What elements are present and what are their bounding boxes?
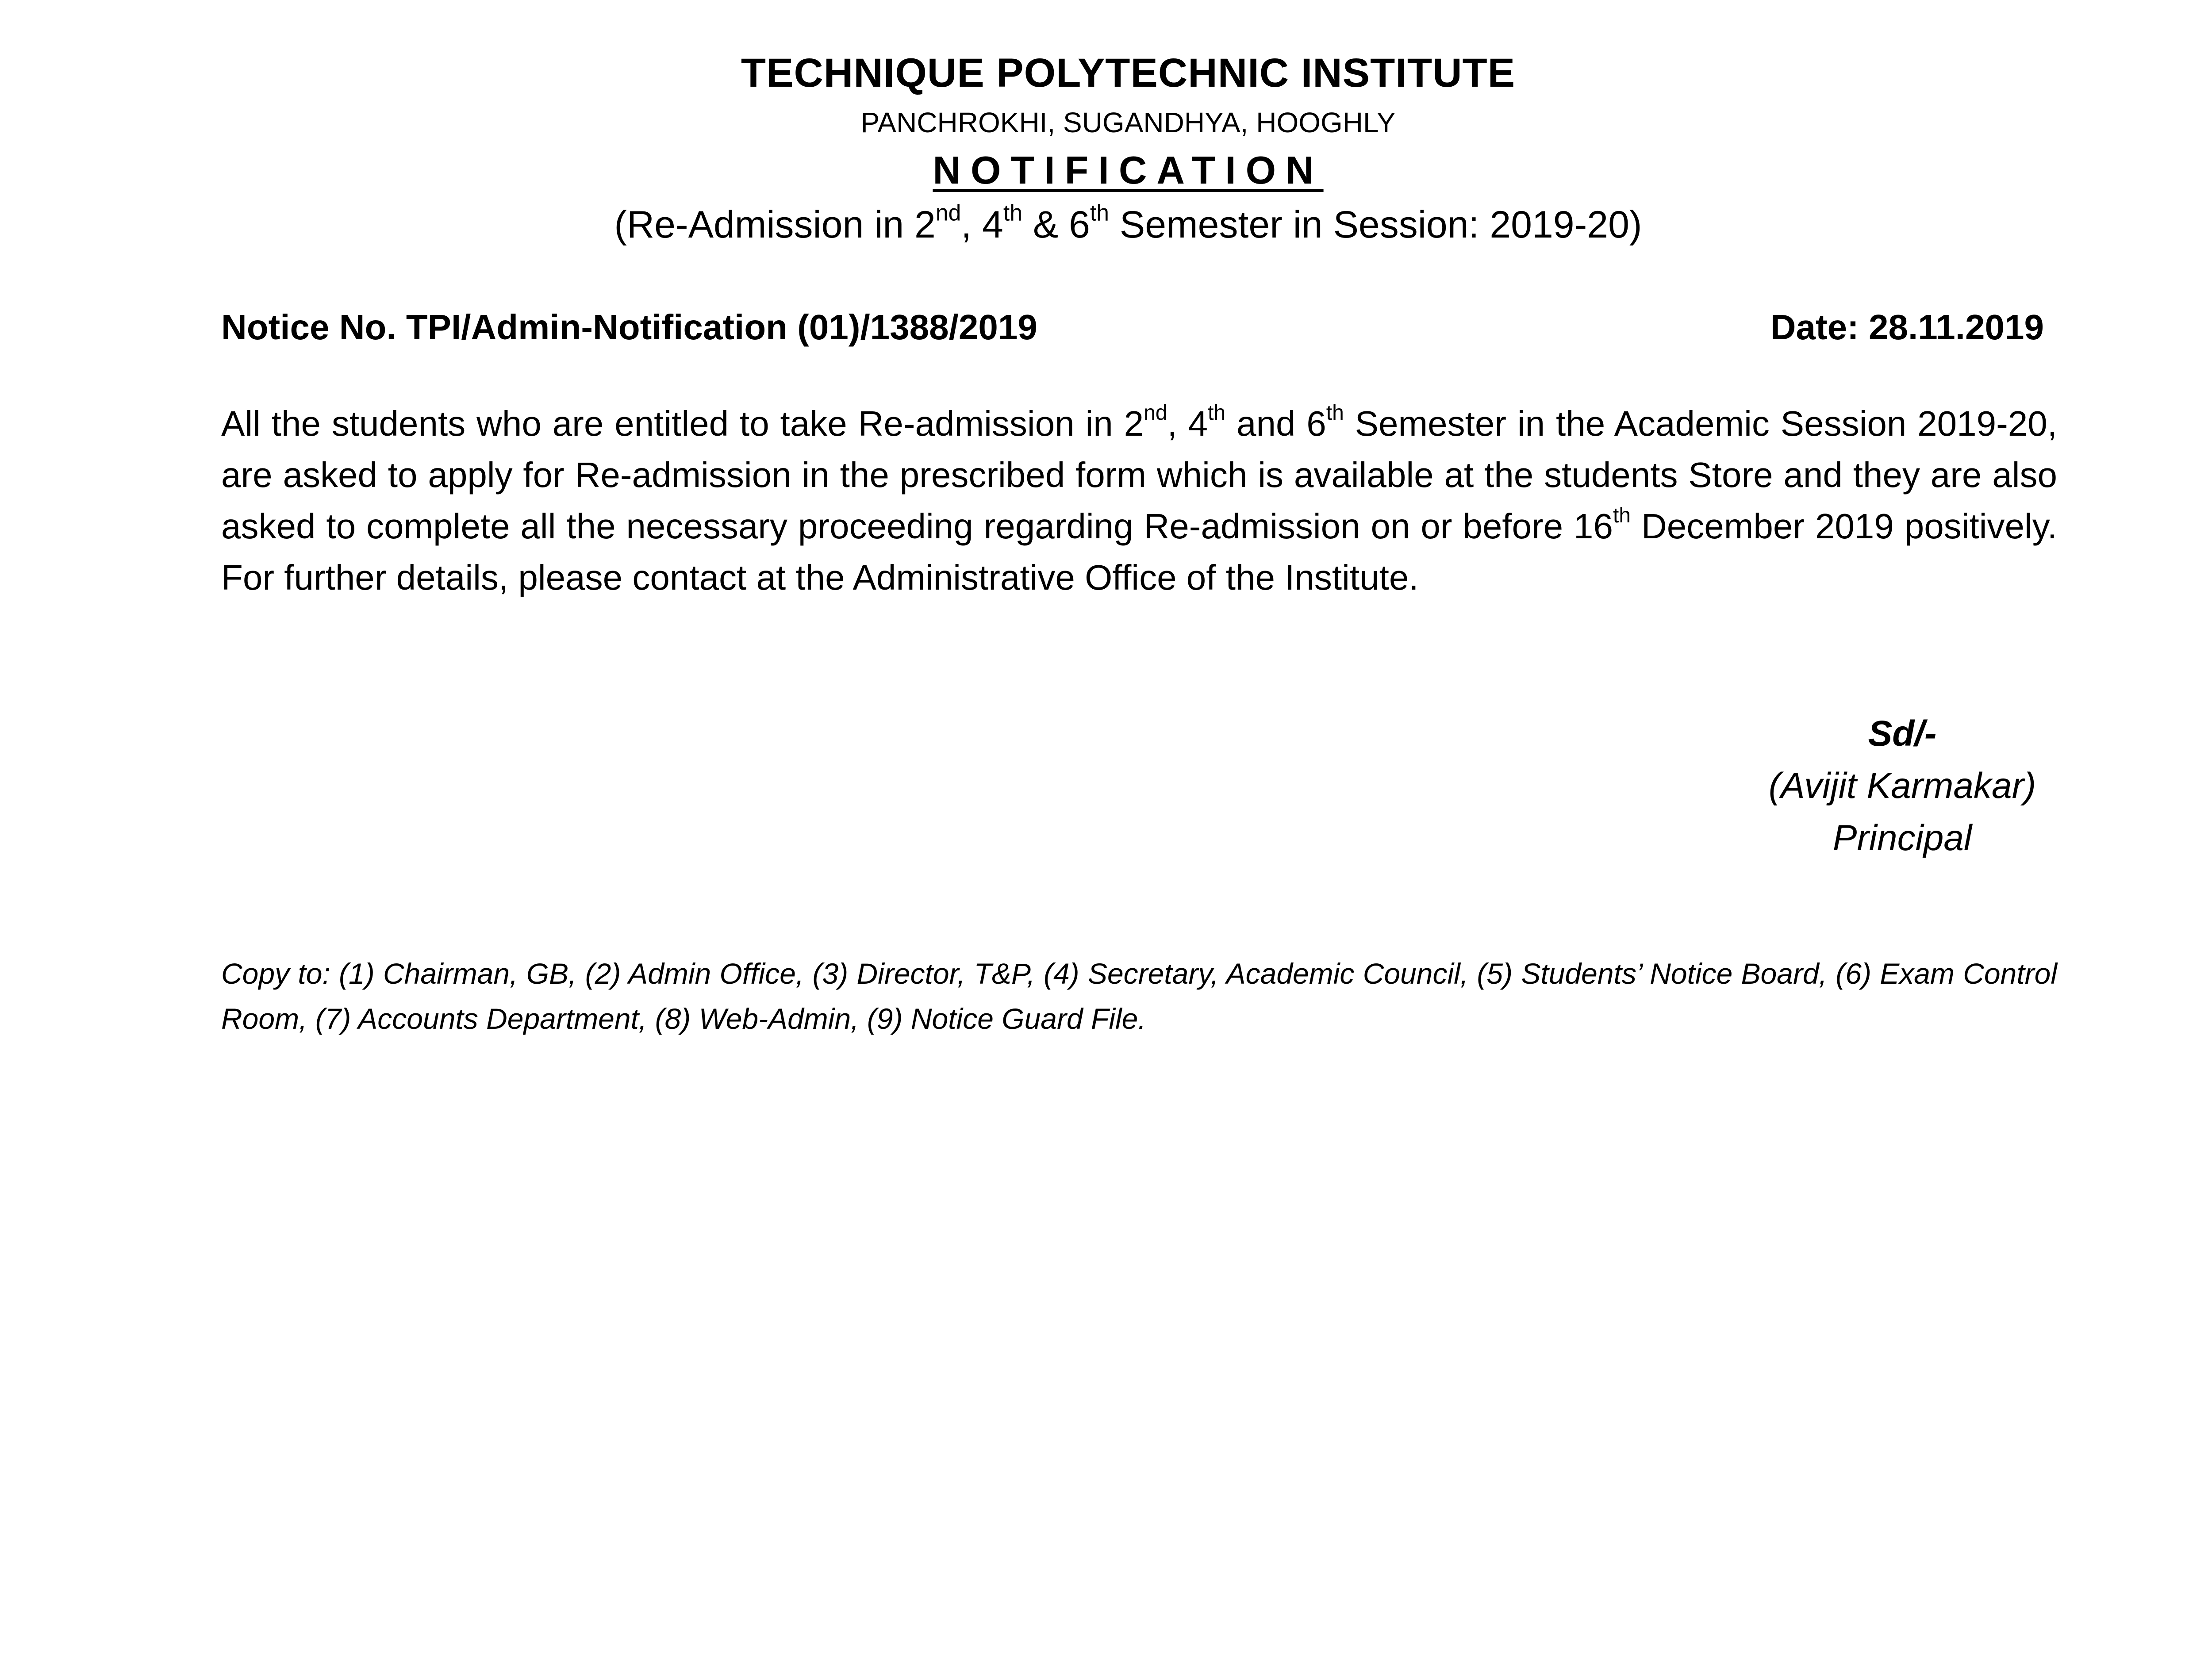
- institute-address: PANCHROKHI, SUGANDHYA, HOOGHLY: [860, 107, 1396, 138]
- body-ordinal: th: [1208, 401, 1226, 425]
- copy-to-list: Copy to: (1) Chairman, GB, (2) Admin Office, (3) Director, T&P, (4) Secretary, Academic Council, (5) Students’ Notice Board, (6) Exam Control Room, (7) Accounts Department, (8) Web-Admin, (9) Notice Guard File.: [221, 957, 2057, 1035]
- reference-row: [221, 301, 2057, 354]
- signature-block: [1681, 708, 2124, 864]
- subtitle-text: , 4: [961, 203, 1003, 246]
- institute-name: TECHNIQUE POLYTECHNIC INSTITUTE: [741, 50, 1516, 96]
- notification-subtitle: [0, 198, 2212, 251]
- subtitle-ordinal: nd: [935, 199, 961, 226]
- body-text: All the students who are entitled to take Re-admission in 2: [221, 404, 1144, 443]
- body-ordinal: th: [1613, 504, 1631, 527]
- subtitle-text: (Re-Admission in 2: [614, 203, 936, 246]
- body-ordinal: nd: [1144, 401, 1167, 425]
- notice-date: Date: 28.11.2019: [1770, 307, 2044, 347]
- notification-title: NOTIFICATION: [933, 148, 1324, 192]
- subtitle-text: & 6: [1022, 203, 1090, 246]
- subtitle-text: Semester in Session: 2019-20): [1109, 203, 1642, 246]
- subtitle-ordinal: th: [1003, 199, 1022, 226]
- notice-number: Notice No. TPI/Admin-Notification (01)/1388/2019: [221, 307, 1037, 347]
- signatory-name: (Avijit Karmakar): [1768, 766, 2036, 806]
- subtitle-ordinal: th: [1090, 199, 1109, 226]
- body-text: and 6: [1225, 404, 1326, 443]
- body-ordinal: th: [1326, 401, 1344, 425]
- body-text: December 2019 positively. For further details, please contact at the Administrative Office of the Institute.: [221, 506, 2058, 597]
- signature-sd: Sd/-: [1868, 713, 1937, 754]
- signatory-designation: Principal: [1832, 818, 1972, 858]
- notification-title-row: [0, 146, 2212, 195]
- notice-body: [221, 398, 2057, 603]
- body-text: Semester in the Academic Session 2019-20, are asked to apply for Re-admission in the prescribed form which is available at the students Store and they are also asked to complete all the necessary proceeding regarding Re-admission on or before 16: [221, 404, 2058, 546]
- body-text: , 4: [1167, 404, 1208, 443]
